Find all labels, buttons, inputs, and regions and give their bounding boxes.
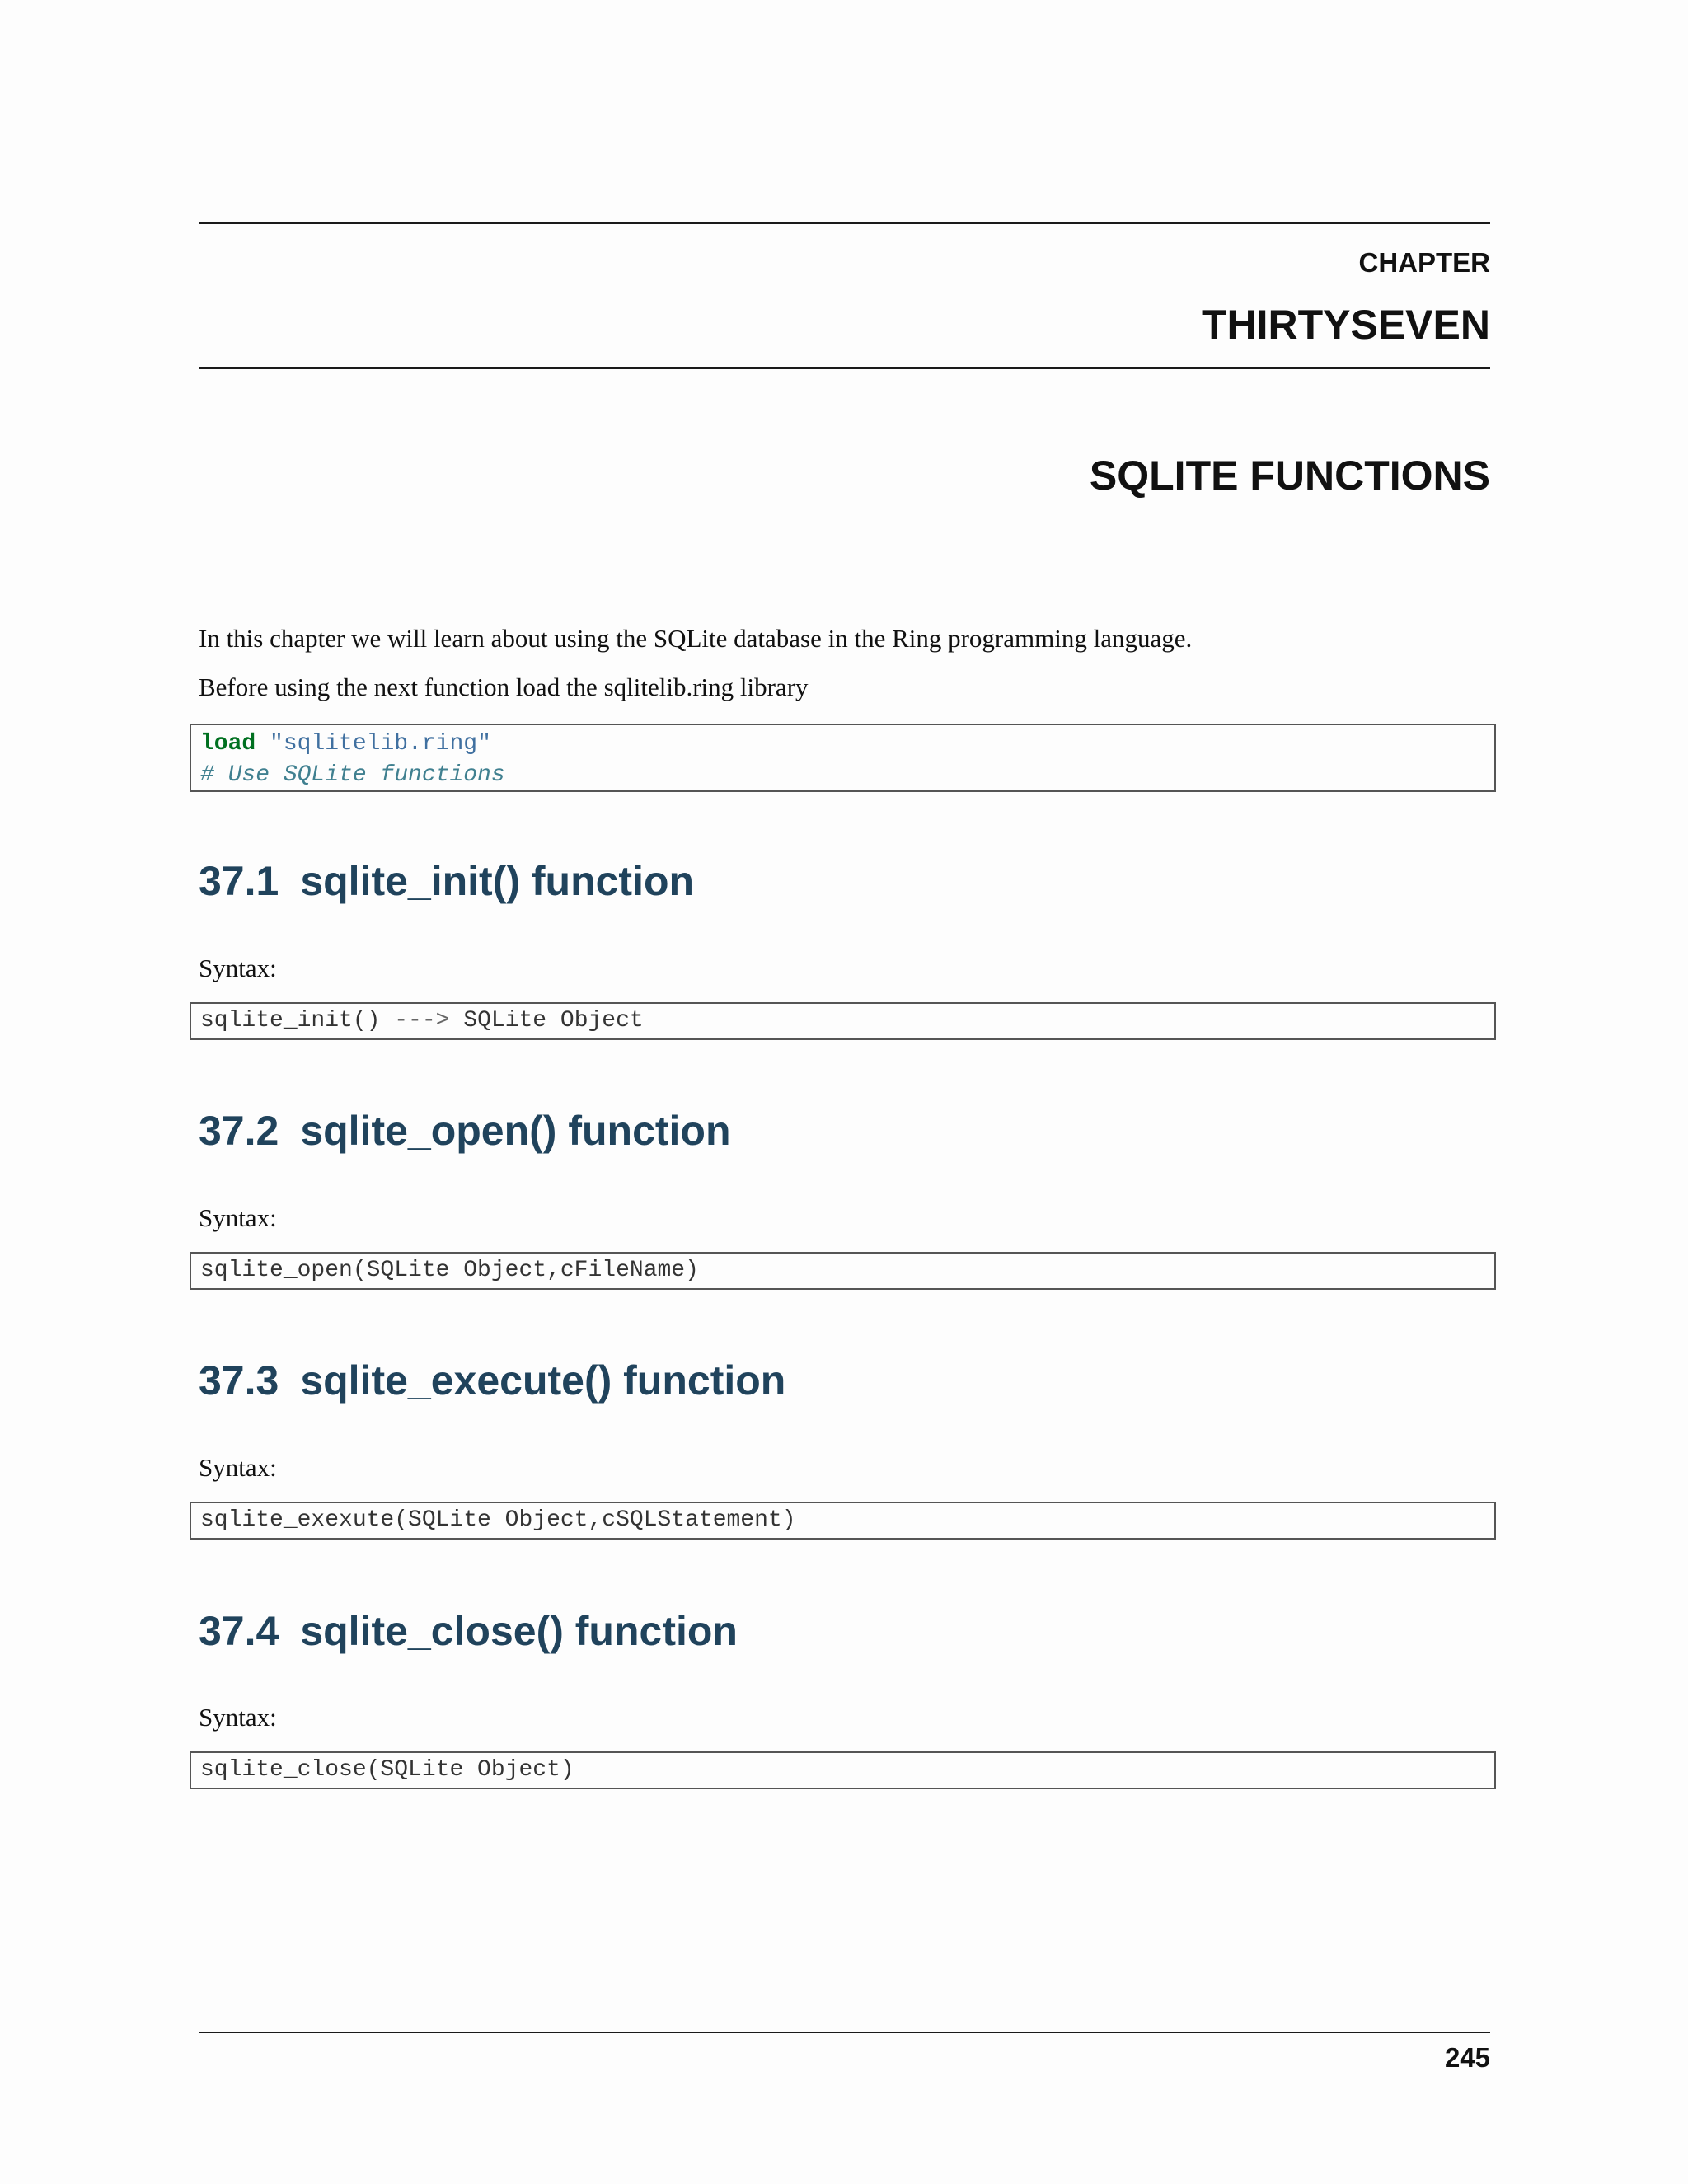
chapter-title: SQLITE FUNCTIONS [1089, 452, 1490, 499]
syntax-label: Syntax: [199, 954, 277, 982]
section-number: 37.4 [199, 1608, 279, 1654]
section-title: sqlite_execute() function [300, 1357, 786, 1404]
section-heading-sqlite-close [199, 1607, 738, 1655]
section-number: 37.1 [199, 858, 279, 904]
syntax-label: Syntax: [199, 1453, 277, 1482]
section-number: 37.3 [199, 1357, 279, 1404]
section-heading-sqlite-init [199, 857, 694, 905]
sqlite-execute-code-block: sqlite_exexute(SQLite Object,cSQLStatement) [190, 1502, 1496, 1540]
intro-paragraph: In this chapter we will learn about using the SQLite database in the Ring programming language. [199, 624, 1193, 653]
sqlite-close-code-block: sqlite_close(SQLite Object) [190, 1751, 1496, 1789]
section-heading-sqlite-execute [199, 1357, 785, 1404]
code-comment: # Use SQLite functions [200, 762, 505, 788]
chapter-bottom-rule [199, 367, 1490, 369]
syntax-label: Syntax: [199, 1703, 277, 1732]
section-title: sqlite_close() function [300, 1608, 738, 1654]
footer-rule [199, 2032, 1490, 2033]
section-title: sqlite_open() function [300, 1108, 731, 1154]
chapter-number: THIRTYSEVEN [1201, 302, 1490, 348]
section-number: 37.2 [199, 1108, 279, 1154]
code-arrow: ---> [394, 1008, 450, 1033]
section-heading-sqlite-open [199, 1107, 731, 1155]
page-number: 245 [1444, 2042, 1490, 2073]
code-call: sqlite_init() [200, 1008, 381, 1033]
chapter-top-rule [199, 222, 1490, 224]
code-result: SQLite Object [463, 1008, 644, 1033]
sqlite-init-code-block [190, 1002, 1496, 1040]
chapter-label: CHAPTER [1358, 247, 1490, 278]
code-string: "sqlitelib.ring" [270, 731, 491, 757]
sqlite-open-code-block: sqlite_open(SQLite Object,cFileName) [190, 1252, 1496, 1290]
load-code-block [190, 724, 1496, 792]
load-instruction: Before using the next function load the sqlitelib.ring library [199, 673, 809, 701]
syntax-label: Syntax: [199, 1203, 277, 1232]
code-keyword: load [200, 731, 256, 757]
section-title: sqlite_init() function [300, 858, 695, 904]
